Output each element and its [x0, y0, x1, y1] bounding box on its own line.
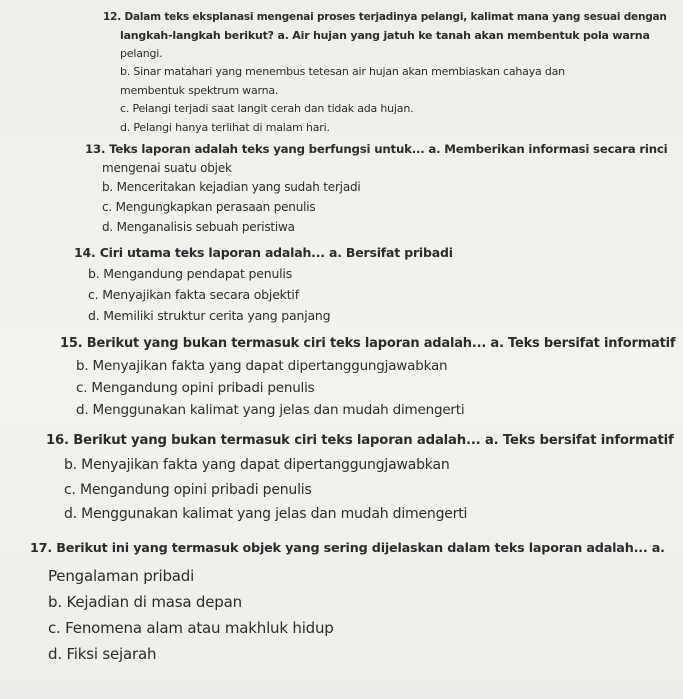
- question-12-option-c: c. Pelangi terjadi saat langit cerah dan tidak ada hujan.: [120, 102, 414, 115]
- question-17-option-c: c. Fenomena alam atau makhluk hidup: [48, 619, 334, 637]
- question-15-option-c: c. Mengandung opini pribadi penulis: [76, 380, 315, 396]
- question-14-stem: 14. Ciri utama teks laporan adalah... a. Bersifat pribadi: [74, 245, 453, 260]
- question-17-option-a-cont: Pengalaman pribadi: [48, 567, 195, 585]
- question-17-option-d: d. Fiksi sejarah: [48, 645, 157, 663]
- question-17-stem: 17. Berikut ini yang termasuk objek yang sering dijelaskan dalam teks laporan adalah... a.: [30, 541, 665, 556]
- question-16-option-d: d. Menggunakan kalimat yang jelas dan mudah dimengerti: [64, 506, 468, 522]
- question-12-option-a-cont: pelangi.: [120, 47, 163, 60]
- question-14-option-c: c. Menyajikan fakta secara objektif: [88, 287, 299, 302]
- question-13-stem: 13. Teks laporan adalah teks yang berfungsi untuk... a. Memberikan informasi secara rinci: [85, 142, 668, 156]
- question-12-option-d: d. Pelangi hanya terlihat di malam hari.: [120, 121, 330, 134]
- question-16-stem: 16. Berikut yang bukan termasuk ciri teks laporan adalah... a. Teks bersifat informatif: [46, 433, 674, 448]
- question-13-option-a-cont: mengenai suatu objek: [102, 161, 232, 175]
- question-14-option-d: d. Memiliki struktur cerita yang panjang: [88, 308, 331, 323]
- question-13-option-c: c. Mengungkapkan perasaan penulis: [102, 200, 316, 214]
- question-15-option-d: d. Menggunakan kalimat yang jelas dan mudah dimengerti: [76, 402, 465, 418]
- question-12-option-b-cont: membentuk spektrum warna.: [120, 84, 279, 97]
- question-17-option-b: b. Kejadian di masa depan: [48, 593, 242, 611]
- question-16-option-b: b. Menyajikan fakta yang dapat dipertanggungjawabkan: [64, 457, 450, 473]
- question-14-option-b: b. Mengandung pendapat penulis: [88, 266, 293, 281]
- question-15-stem: 15. Berikut yang bukan termasuk ciri teks laporan adalah... a. Teks bersifat informatif: [60, 336, 676, 351]
- question-12-stem-line-1: 12. Dalam teks eksplanasi mengenai proses terjadinya pelangi, kalimat mana yang sesuai dengan: [103, 11, 667, 23]
- question-15-option-b: b. Menyajikan fakta yang dapat dipertanggungjawabkan: [76, 358, 448, 374]
- question-12-stem-line-2: langkah-langkah berikut? a. Air hujan yang jatuh ke tanah akan membentuk pola warna: [120, 29, 650, 42]
- question-12-option-b: b. Sinar matahari yang menembus tetesan air hujan akan membiaskan cahaya dan: [120, 65, 565, 78]
- question-16-option-c: c. Mengandung opini pribadi penulis: [64, 482, 312, 498]
- question-13-option-d: d. Menganalisis sebuah peristiwa: [102, 220, 295, 234]
- question-13-option-b: b. Menceritakan kejadian yang sudah terjadi: [102, 180, 361, 194]
